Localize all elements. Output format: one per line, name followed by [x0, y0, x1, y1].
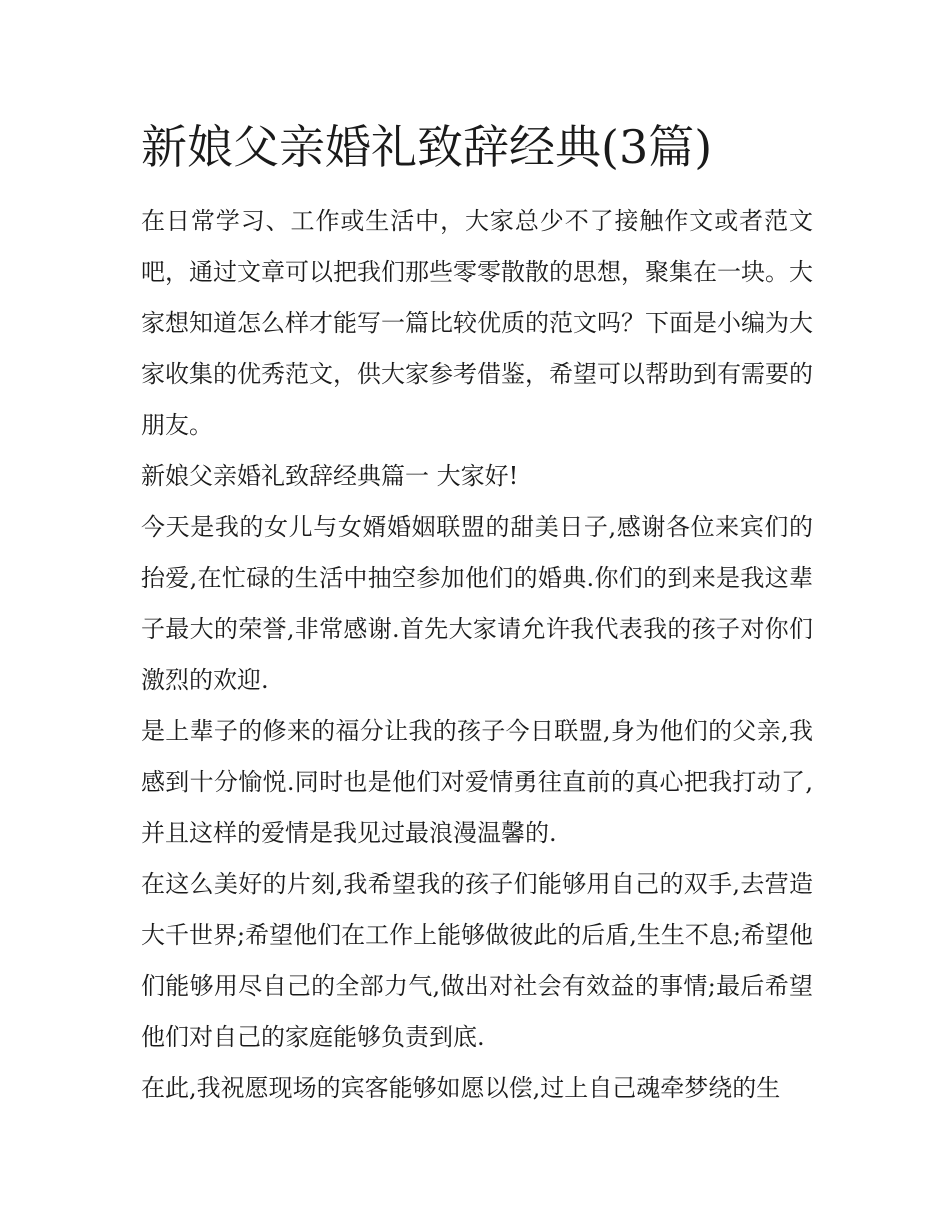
document-page — [141, 112, 813, 1114]
intro-paragraph: 在日常学习、工作或生活中，大家总少不了接触作文或者范文吧，通过文章可以把我们那些零零散散的思想，聚集在一块。大家想知道怎么样才能写一篇比较优质的范文吗？下面是小编为大家收集的优秀范文，供大家参考借鉴，希望可以帮助到有需要的朋友。 — [141, 207, 813, 439]
document-title: 新娘父亲婚礼致辞经典(3篇) — [141, 120, 713, 174]
section-heading-paragraph: 新娘父亲婚礼致辞经典篇一 大家好! — [141, 462, 519, 490]
body-paragraph: 是上辈子的修来的福分让我的孩子今日联盟,身为他们的父亲,我感到十分愉悦.同时也是他们对爱情勇往直前的真心把我打动了,并且这样的爱情是我见过最浪漫温馨的. — [141, 717, 813, 847]
body-paragraph: 在此,我祝愿现场的宾客能够如愿以偿,过上自己魂牵梦绕的生 — [141, 1074, 781, 1102]
body-paragraph: 今天是我的女儿与女婿婚姻联盟的甜美日子,感谢各位来宾们的抬爱,在忙碌的生活中抽空参加他们的婚典.你们的到来是我这辈子最大的荣誉,非常感谢.首先大家请允许我代表我的孩子对你们激烈的欢迎. — [141, 513, 813, 694]
body-paragraph: 在这么美好的片刻,我希望我的孩子们能够用自己的双手,去营造大千世界;希望他们在工作上能够做彼此的后盾,生生不息;希望他们能够用尽自己的全部力气,做出对社会有效益的事情;最后希望他们对自己的家庭能够负责到底. — [141, 870, 813, 1051]
